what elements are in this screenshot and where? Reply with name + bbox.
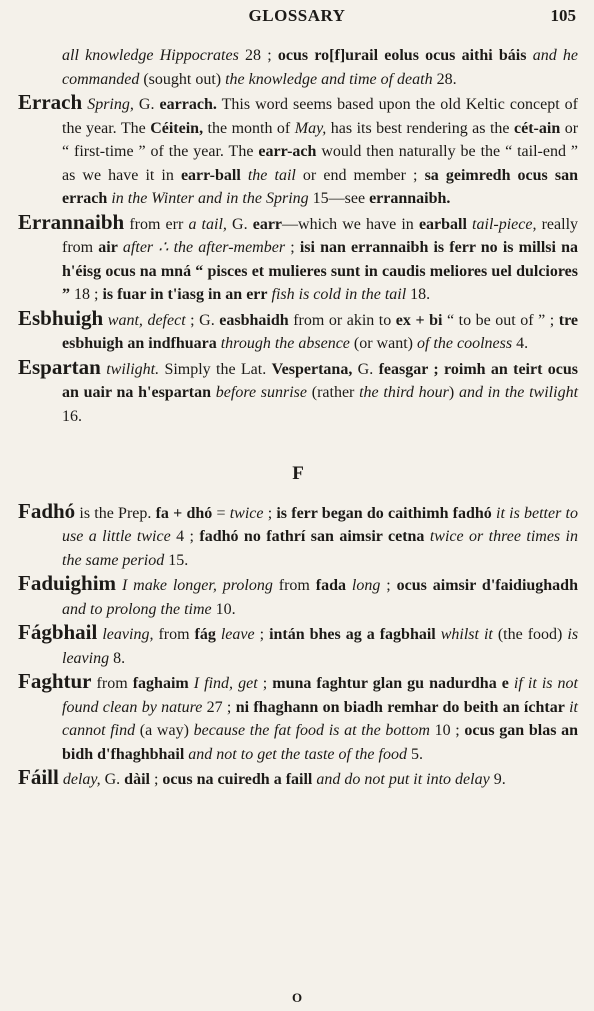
entry-text: ;	[257, 675, 273, 692]
running-head	[0, 6, 594, 26]
entry-text: (rather	[307, 384, 360, 401]
entry-text: ;	[254, 626, 270, 643]
entry-text: (a way)	[135, 722, 194, 739]
entry-text: 18.	[406, 286, 431, 303]
english-gloss: in the Winter and in the Spring	[107, 190, 309, 207]
english-gloss: the knowledge and time of death	[225, 70, 433, 88]
glossary-entries-f	[18, 500, 578, 792]
irish-text: dàil	[124, 771, 150, 788]
page-title: GLOSSARY	[248, 6, 346, 25]
irish-text: ex + bi	[395, 311, 443, 329]
entry-text: G.	[352, 360, 379, 378]
english-gloss: and not to get the taste of the food	[184, 745, 407, 763]
page-number: 105	[550, 6, 576, 25]
irish-text: ni fhaghann on biadh remhar do beith an íchtar	[235, 698, 565, 716]
irish-text: muna faghtur glan gu nadurdha e	[272, 675, 509, 692]
entry-text: (sought out)	[139, 70, 226, 88]
irish-text: earr	[252, 215, 283, 233]
english-gloss: the tail	[240, 166, 296, 184]
entry-text: 10 ;	[429, 722, 465, 739]
glossary-entry-continuation	[18, 44, 578, 91]
entry-text: from	[153, 626, 195, 643]
entry-text: the month of	[203, 119, 295, 137]
glossary-entry	[18, 621, 578, 670]
english-gloss: fish is cold in the tail	[267, 286, 407, 303]
entry-text: 15.	[164, 551, 189, 569]
entry-headword: Errach	[18, 90, 83, 114]
entry-text: ;	[149, 771, 163, 788]
entry-text: G.	[226, 215, 253, 233]
entry-headword: Fágbhail	[18, 620, 98, 644]
entry-text: ;	[380, 577, 397, 594]
english-gloss: through the absence	[216, 335, 350, 352]
irish-text: ocus gan blas an bidh d'fhaghbhail	[62, 722, 579, 763]
entry-text: 10.	[211, 600, 236, 618]
english-gloss: is leaving	[62, 626, 579, 667]
entry-text: from	[91, 675, 133, 692]
glossary-entry	[18, 572, 578, 621]
entry-text: has its best rendering as the	[326, 119, 515, 137]
english-gloss: a tail,	[188, 215, 227, 233]
entry-text: 16.	[62, 407, 82, 425]
glossary-entry	[18, 211, 578, 307]
glossary-body	[18, 44, 578, 792]
entry-headword: Faghtur	[18, 669, 92, 693]
glossary-entries-e	[18, 44, 578, 428]
english-gloss: the third hour	[359, 384, 449, 401]
english-gloss: delay,	[58, 771, 101, 788]
irish-text: cét-ain	[514, 119, 561, 137]
english-gloss: if it is not found clean by nature	[62, 675, 578, 716]
entry-text: or end member ;	[295, 166, 425, 184]
english-gloss: and in the twilight	[458, 384, 579, 401]
entry-text: is the Prep.	[75, 504, 156, 522]
english-gloss: twice or three times in the same period	[62, 528, 579, 569]
irish-text: faghaim	[132, 675, 189, 692]
english-gloss: before sunrise	[211, 384, 308, 401]
entry-headword: Fadhó	[18, 498, 76, 523]
entry-text: 8.	[109, 649, 126, 667]
glossary-entry	[18, 307, 578, 356]
irish-text: fa + dhó	[155, 504, 213, 522]
entry-headword: Espartan	[18, 354, 101, 379]
entry-text: =	[212, 504, 230, 522]
entry-text: 27 ;	[202, 698, 236, 716]
entry-text: ; G.	[185, 311, 220, 329]
irish-text: Vespertana,	[271, 360, 353, 378]
entry-text: This word seems based upon the old Keltic concept of the year. The	[62, 96, 579, 137]
irish-text: sa geimredh ocus san errach	[62, 166, 578, 207]
english-gloss: Spring,	[82, 96, 134, 113]
english-gloss: twice	[229, 504, 264, 522]
entry-headword: Fáill	[18, 765, 59, 789]
irish-text: tre esbhuigh an indfhuara	[62, 311, 579, 352]
entry-text: from	[272, 577, 316, 594]
glossary-entry	[18, 500, 578, 573]
english-gloss: of the coolness	[416, 335, 513, 352]
english-gloss: I find, get	[188, 675, 258, 692]
entry-text: would then naturally be the “ tail-end ” as we have it in	[62, 143, 578, 184]
entry-text: from or akin to	[288, 311, 396, 329]
irish-text: isi nan errannaibh is ferr no is millsi na h'éisg ocus na mná “ pisces et mulieres sunt in caudis meliores uel dulciores ”	[62, 239, 579, 303]
entry-text: G.	[133, 96, 160, 113]
entry-text: from err	[124, 215, 189, 233]
english-gloss: and he commanded	[62, 47, 579, 88]
entry-text: really from	[62, 215, 579, 256]
irish-text: fada	[315, 577, 346, 594]
irish-text: errannaibh.	[369, 190, 451, 207]
english-gloss: tail-piece,	[466, 215, 537, 233]
english-gloss: leaving,	[97, 626, 154, 643]
irish-text: ocus na cuiredh a faill	[162, 771, 313, 788]
entry-text: Simply the Lat.	[159, 360, 272, 378]
irish-text: earball	[418, 215, 467, 233]
entry-text: or “ first-time ” of the year. The	[62, 119, 579, 160]
entry-text: 4.	[512, 335, 529, 352]
irish-text: ocus aimsir d'faidiughadh	[396, 577, 578, 594]
english-gloss: and to prolong the time	[62, 600, 212, 618]
irish-text: earr-ach	[258, 143, 317, 160]
entry-text: 18 ;	[70, 286, 103, 303]
english-gloss: whilst it	[435, 626, 493, 643]
entry-text: “ to be out of ” ;	[442, 311, 559, 329]
irish-text: is ferr began do caithimh fadhó	[276, 504, 492, 522]
irish-text: earr-ball	[180, 166, 241, 184]
entry-text: (or want)	[349, 335, 417, 352]
irish-text: easbhaidh	[219, 311, 289, 329]
irish-text: Céitein,	[150, 119, 204, 137]
english-gloss: and do not put it into delay	[312, 771, 490, 788]
entry-text: G.	[100, 771, 125, 788]
entry-text: )	[448, 384, 459, 401]
english-gloss: want, defect	[103, 311, 186, 329]
irish-text: fág	[194, 626, 216, 643]
entry-headword: Faduighim	[18, 571, 117, 595]
entry-text: ;	[285, 239, 300, 256]
entry-text: 9.	[489, 771, 506, 788]
glossary-entry	[18, 91, 578, 211]
english-gloss: it cannot find	[62, 698, 578, 739]
entry-headword: Errannaibh	[18, 209, 125, 234]
glossary-entry	[18, 356, 578, 429]
entry-text: 15—see	[308, 190, 370, 207]
english-gloss: May,	[294, 119, 327, 137]
irish-text: air	[98, 239, 118, 256]
signature-mark: O	[291, 990, 303, 1005]
irish-text: feasgar ; roimh an teirt ocus an uair na h'espartan	[62, 360, 578, 401]
english-gloss: long	[346, 577, 381, 594]
english-gloss: all knowledge Hippocrates	[62, 47, 239, 64]
entry-text: (the food)	[492, 626, 568, 643]
english-gloss: it is better to use a little twice	[62, 504, 578, 545]
english-gloss: because the fat food is at the bottom	[193, 722, 430, 739]
section-letter: F	[292, 463, 304, 484]
irish-text: ocus ro[f]urail eolus ocus aithi báis	[277, 47, 527, 64]
english-gloss: I make longer, prolong	[116, 577, 273, 594]
irish-text: earrach.	[159, 96, 217, 113]
english-gloss: twilight.	[100, 360, 160, 378]
irish-text: fadhó no fathrí san aimsir cetna	[199, 528, 425, 545]
irish-text: intán bhes ag a fagbhail	[269, 626, 436, 643]
entry-text: 5.	[406, 745, 423, 763]
entry-text: 28 ;	[238, 47, 278, 64]
entry-text: ;	[263, 504, 277, 522]
glossary-entry	[18, 766, 578, 792]
entry-text: 28.	[432, 70, 457, 88]
entry-text: 4 ;	[170, 528, 200, 545]
english-gloss: leave	[215, 626, 255, 643]
english-gloss: after ∴ the after-member	[117, 239, 286, 256]
glossary-entry	[18, 670, 578, 766]
entry-text: —which we have in	[282, 215, 419, 233]
entry-headword: Esbhuigh	[18, 305, 104, 330]
irish-text: is fuar in t'iasg in an err	[102, 286, 268, 303]
